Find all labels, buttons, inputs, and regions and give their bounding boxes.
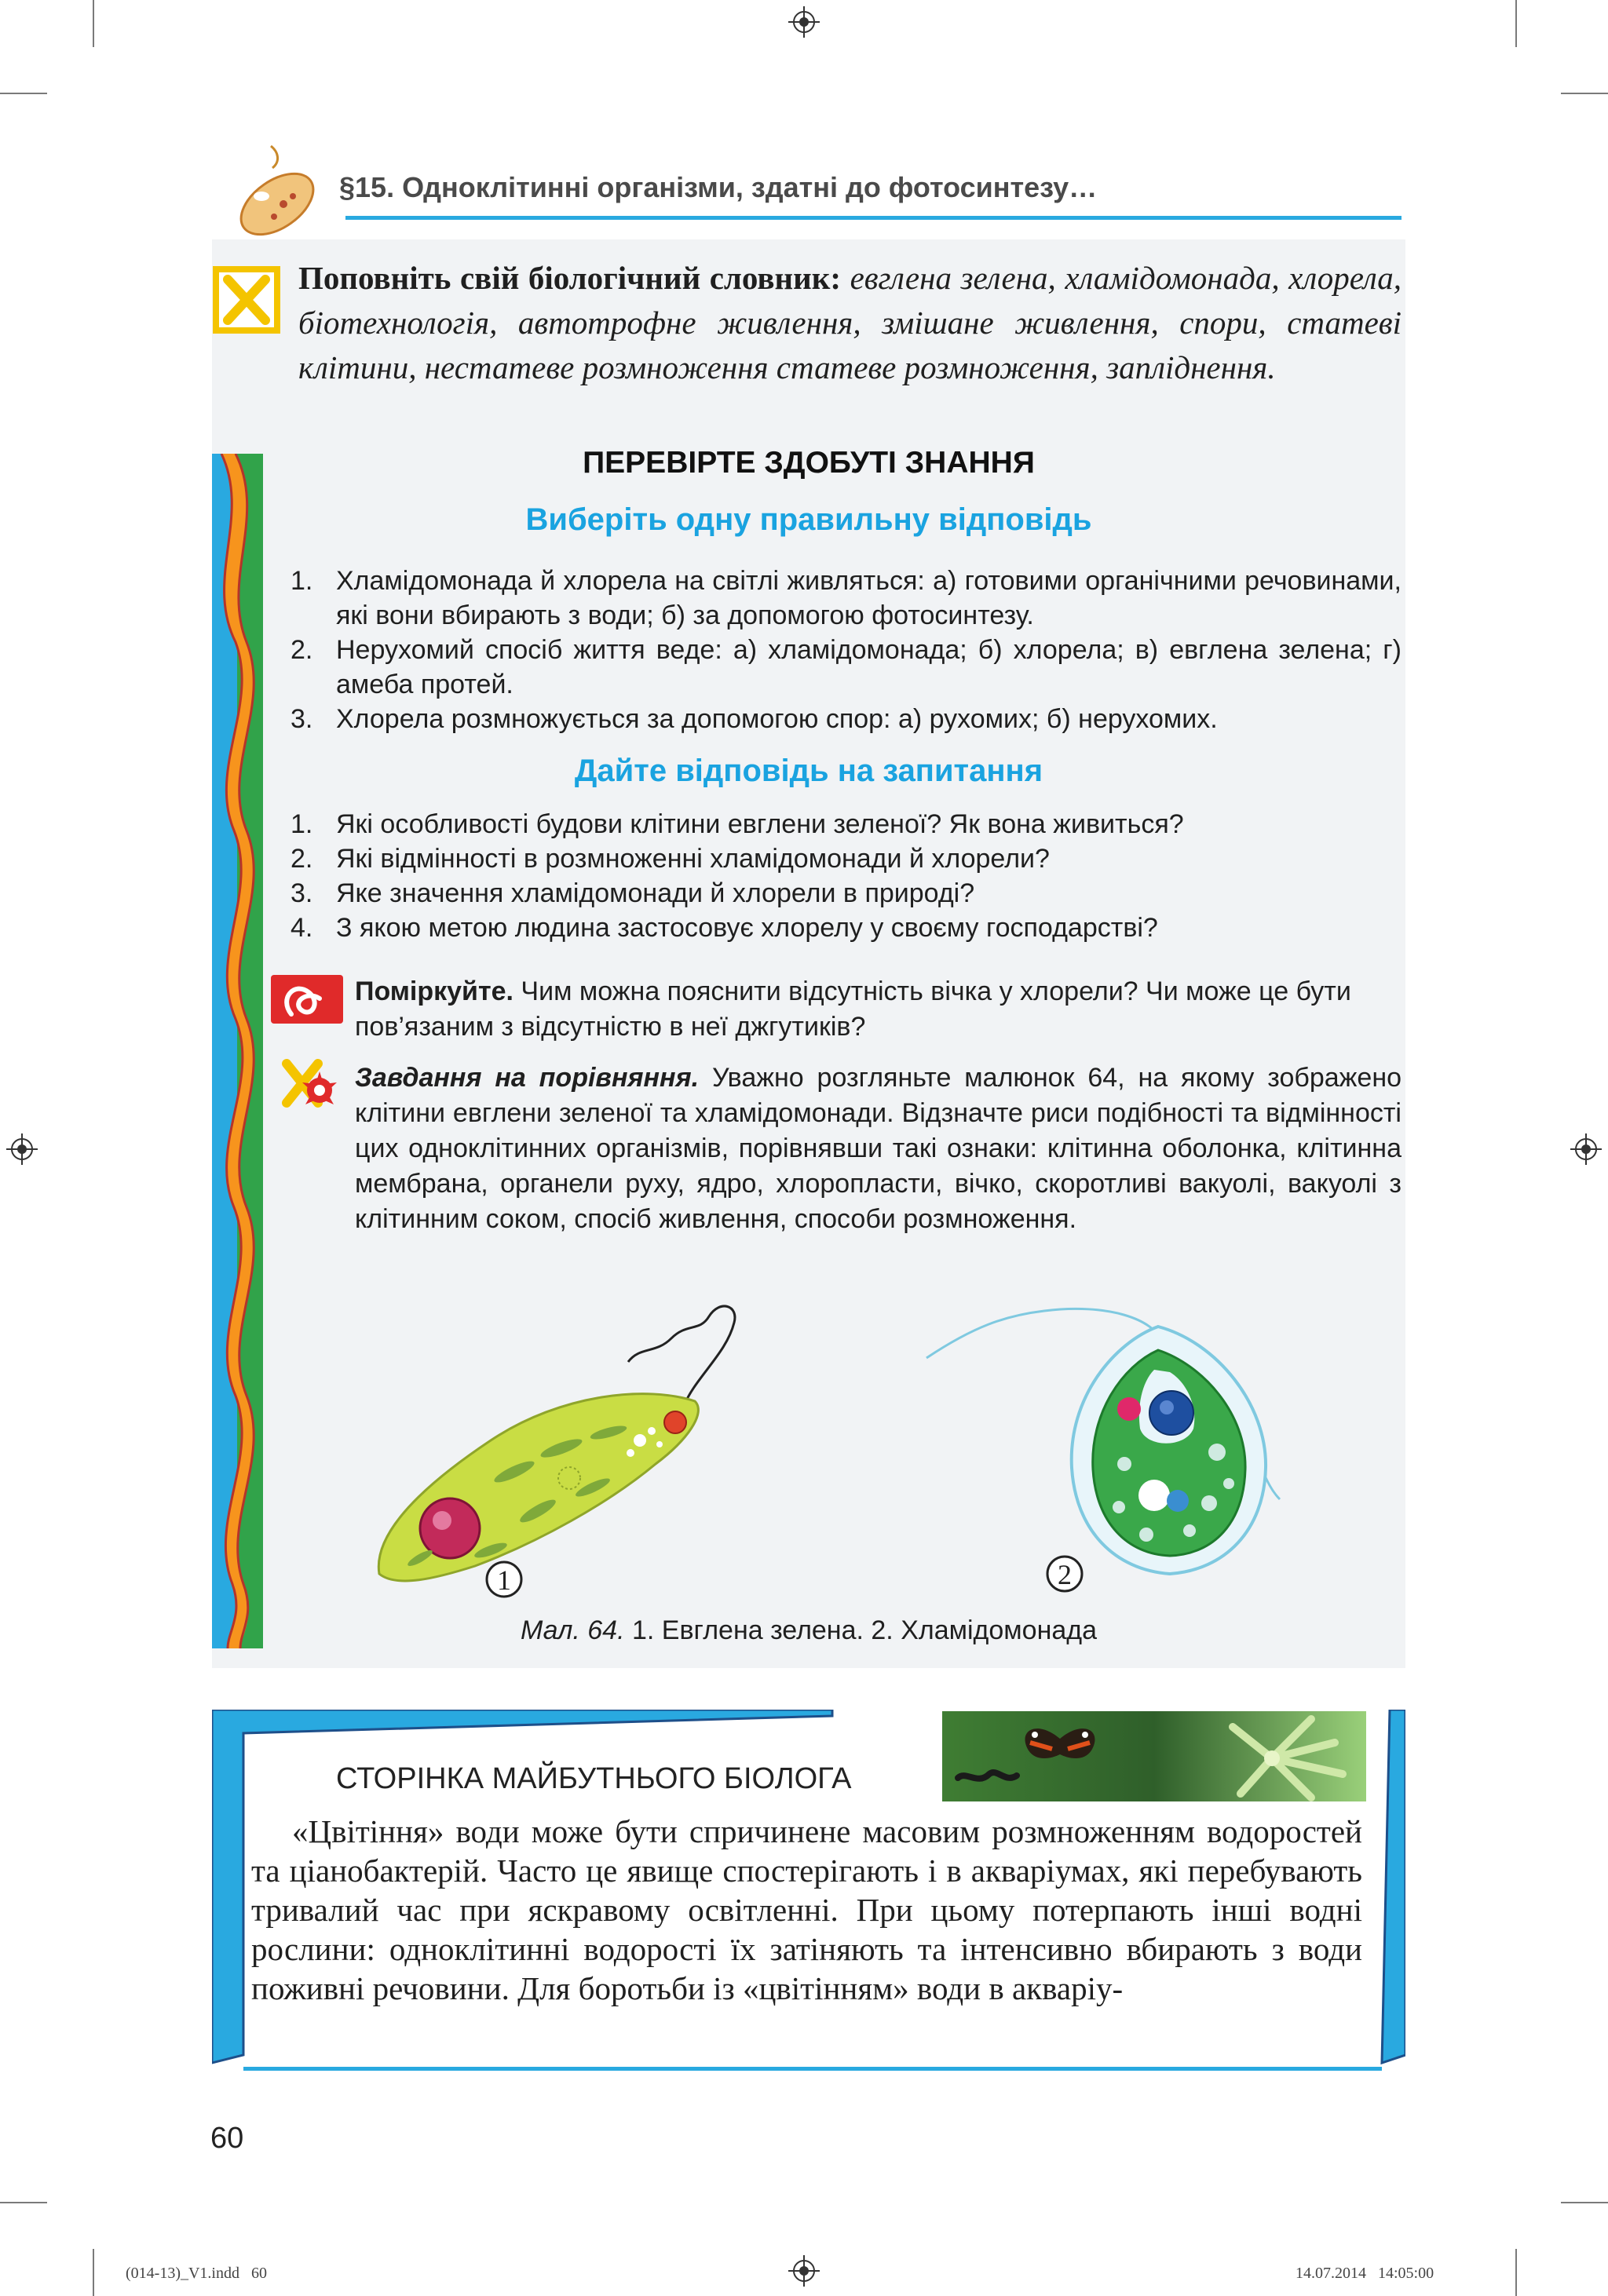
question-text: Нерухомий спосіб життя веде: а) хламідомонада; б) хлорела; в) евглена зелена; г) амеба протей. (336, 635, 1402, 699)
crop-mark (93, 2249, 94, 2296)
open-question-list (291, 807, 1402, 945)
list-item (291, 807, 1402, 841)
figure-label-1: 1 (497, 1564, 511, 1596)
question-number: 3. (291, 878, 313, 908)
question-number: 1. (291, 566, 313, 596)
crop-mark (1561, 2202, 1608, 2203)
print-slug-date: 14.07.2014 14:05:00 (1296, 2265, 1434, 2282)
vocabulary-icon (210, 264, 283, 336)
vocabulary-lead: Поповніть свій біологічний словник: (298, 260, 842, 296)
header-rule (345, 216, 1402, 220)
vocabulary-terms: евглена зелена, хламідомонада, хлорела, біотехнологія, автотрофне живлення, змішане живлення, спори, статеві клітини, нестатеве розмноження статеве розмноження, запліднення. (298, 260, 1402, 385)
think-task (355, 974, 1402, 1045)
butterfly-plant-photo (942, 1711, 1366, 1801)
compare-task (355, 1060, 1402, 1237)
registration-mark-icon (1570, 1133, 1602, 1165)
print-slug-file: (014-13)_V1.indd 60 (126, 2265, 267, 2282)
future-biologist-title: СТОРІНКА МАЙБУТНЬОГО БІОЛОГА (336, 1762, 852, 1795)
crop-mark (1515, 2249, 1517, 2296)
section-title: §15. Одноклітинні організми, здатні до фотосинтезу… (339, 171, 1098, 203)
euglena-illustration (357, 1299, 781, 1601)
list-item (291, 564, 1402, 633)
vocabulary-text (298, 256, 1402, 390)
registration-mark-icon (6, 1133, 38, 1165)
crop-mark (93, 0, 94, 47)
think-icon (271, 975, 343, 1024)
question-text: Які особливості будови клітини евглени зеленої? Як вона живиться? (336, 809, 1184, 839)
question-text: Які відмінності в розмноженні хламідомонади й хлорели? (336, 844, 1050, 874)
question-text: З якою метою людина застосовує хлорелу у своєму господарстві? (336, 913, 1158, 943)
caption-text: 1. Евглена зелена. 2. Хламідомонада (632, 1615, 1098, 1645)
crop-mark (1515, 0, 1517, 47)
figure-caption (212, 1615, 1405, 1646)
question-number: 4. (291, 913, 313, 943)
crop-mark (1561, 93, 1608, 94)
chlamydomonas-illustration (919, 1295, 1327, 1597)
choice-question-list (291, 564, 1402, 736)
think-text: Чим можна пояснити відсутність вічка у хлорели? Чи може це бути пов’язаним з відсутністю в неї джгутиків? (355, 976, 1351, 1042)
compare-icon (271, 1056, 343, 1112)
euglena-header-icon (216, 141, 326, 239)
question-number: 2. (291, 844, 313, 874)
compare-text: Уважно розгляньте малюнок 64, на якому зображено клітини евглени зеленої та хламідомонади. Відзначте риси подібності та відмінності цих одноклітинних організмів, порівнявши такі ознаки: клітинна оболонка, клітинна мембрана, органели руху, ядро, хлоропласти, вічко, скоротливі вакуолі, вакуолі з клітинним соком, спосіб живлення, способи розмноження. (355, 1063, 1402, 1234)
choose-answer-heading: Виберіть одну правильну відповідь (525, 502, 1092, 537)
future-biologist-text: «Цвітіння» води може бути спричинене масовим розмноженням водоростей та ціанобактерій. Часто це явище спостерігають і в акваріумах, які перебувають тривалий час при яскравому освітленні. При цьому потерпають інші водні рослини: одноклітинні водорості їх затіняють та інтенсивно вбирають з води поживні речовини. Для боротьби із «цвітінням» води в акваріу- (251, 1813, 1362, 2006)
compare-lead: Завдання на порівняння. (355, 1063, 700, 1093)
figure-label-2: 2 (1058, 1559, 1072, 1590)
decorative-side-stripe (212, 454, 263, 1648)
list-item (291, 633, 1402, 702)
crop-mark (0, 93, 47, 94)
page-number: 60 (210, 2122, 244, 2155)
check-knowledge-heading: ПЕРЕВІРТЕ ЗДОБУТІ ЗНАННЯ (583, 446, 1035, 480)
question-text: Яке значення хламідомонади й хлорели в природі? (336, 878, 975, 908)
think-lead: Поміркуйте. (355, 976, 513, 1006)
caption-lead: Мал. 64. (520, 1615, 625, 1645)
question-number: 3. (291, 704, 313, 734)
question-number: 1. (291, 809, 313, 839)
question-text: Хламідомонада й хлорела на світлі живляться: а) готовими органічними речовинами, які вони вбирають з води; б) за допомогою фотосинтезу. (336, 566, 1402, 630)
question-number: 2. (291, 635, 313, 665)
registration-mark-icon (788, 6, 820, 38)
list-item (291, 911, 1402, 945)
crop-mark (0, 2202, 47, 2203)
answer-questions-heading: Дайте відповідь на запитання (574, 754, 1043, 788)
question-text: Хлорела розмножується за допомогою спор: а) рухомих; б) нерухомих. (336, 704, 1218, 734)
registration-mark-icon (788, 2255, 820, 2287)
list-item (291, 876, 1402, 911)
list-item (291, 702, 1402, 736)
list-item (291, 841, 1402, 876)
